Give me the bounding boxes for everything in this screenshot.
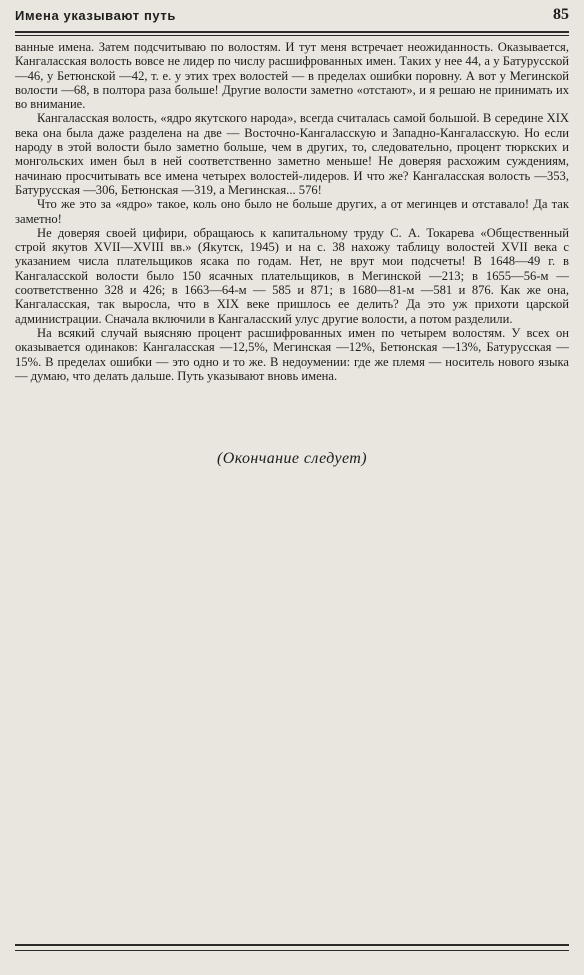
page-header: [15, 4, 569, 28]
footer-rule-thick: [15, 944, 569, 946]
page-number: 85: [553, 6, 569, 23]
paragraph-2: Кангаласская волость, «ядро якутского народа», всегда считалась самой большой. В середине XIX века она была даже разделена на две — Восточно-Кангаласскую и Западно-Кангаласскую. Но если народу в этой волости было заметно больше, чем в других, то, следовательно, процент тюркских и монгольских имен был в ней соответственно заметно меньше! Не доверяя расхожим суждениям, начинаю просчитывать все имена четырех волостей-лидеров. И что же? Кангаласская волость —353, Батурусская —306, Бетюнская —319, а Мегинская... 576!: [15, 111, 569, 197]
paragraph-5: На всякий случай выясняю процент расшифрованных имен по четырем волостям. У всех он оказывается одинаков: Кангаласская —12,5%, Мегинская —12%, Бетюнская —13%, Батурусская —15%. В пределах ошибки — это одно и то же. В недоумении: где же племя — носитель нового языка — думаю, что делать дальше. Путь указывают вновь имена.: [15, 325, 569, 383]
running-title: Имена указывают путь: [15, 8, 176, 23]
paragraph-4: Не доверяя своей цифири, обращаюсь к капитальному труду С. А. Токарева «Общественный строй якутов XVII—XVIII вв.» (Якутск, 1945) и на с. 38 нахожу таблицу волостей XVII века с указанием числа плательщиков ясака по годам. Нет, не врут мои подсчеты! В 1648—49 г. в Кангаласской волости было 150 ясачных плательщиков, в Мегинской —213; в 1655—56-м — соответственно 328 и 426; в 1663—64-м — 585 и 871; в 1680—81-м —581 и 876. Как же она, Кангаласская, так выросла, что в XIX веке пришлось ее делить? Да это уж прихоти царской администрации. Сначала включили в Кангаласский улус другие волости, а потом разделили.: [15, 225, 569, 326]
header-rule-thick: [15, 31, 569, 33]
article-body: [15, 40, 569, 383]
to-be-continued-note: (Окончание следует): [217, 450, 367, 467]
paragraph-1: ванные имена. Затем подсчитываю по волостям. И тут меня встречает неожиданность. Оказывается, Кангаласская волость вовсе не лидер по числу расшифрованных имен. Таких у нее 44, а у Батурусской —46, у Бетюнской —42, т. е. у этих трех волостей — в пределах ошибки поровну. А вот у Мегинской волости —68, в полтора раза больше! Другие волости заметно «отстают», и я решаю не принимать их во внимание.: [15, 40, 569, 112]
footer-rule-thin: [15, 950, 569, 951]
header-rule-thin: [15, 35, 569, 36]
paragraph-3: Что же это за «ядро» такое, коль оно было не больше других, а от мегинцев и отставало! Да так заметно!: [15, 197, 569, 226]
